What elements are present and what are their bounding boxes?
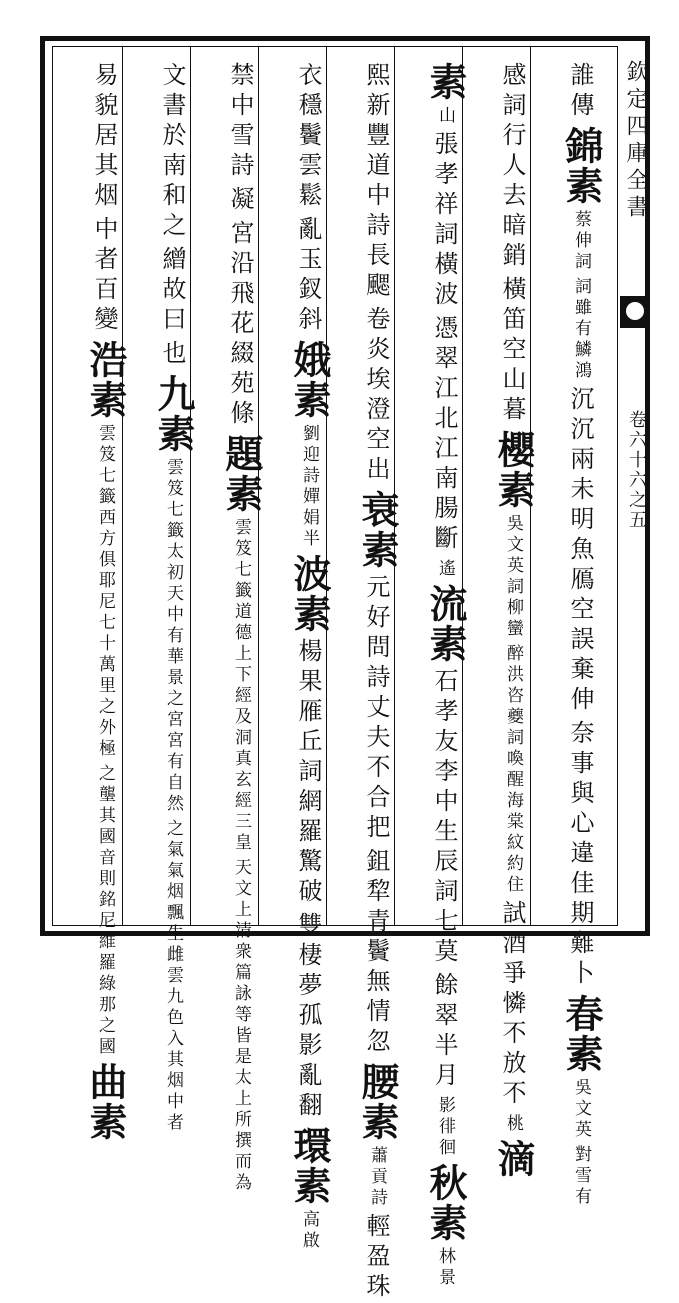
annotation-text: 吳文英詞柳蠻: [503, 514, 523, 640]
column-divider: [326, 46, 327, 926]
headword: 衰素: [355, 490, 400, 570]
column-text: 亂玉釵斜: [294, 216, 322, 336]
column-divider: [394, 46, 395, 926]
column-divider: [122, 46, 123, 926]
annotation-text: 影徘徊: [435, 1096, 455, 1159]
column-text: 石孝友李中生辰詞七莫: [430, 668, 458, 968]
column-text: 鉏犂青鬢無情忽: [362, 848, 390, 1058]
headword: 素: [423, 62, 468, 102]
column-text: 宮沿飛花綴苑條: [226, 220, 254, 430]
headword: 娥素: [287, 340, 332, 420]
headword: 錦素: [559, 126, 604, 206]
annotation-text: 桃: [503, 1114, 523, 1135]
column-text: 元好問詩丈夫不合把: [362, 574, 390, 844]
fish-tail-mark: [620, 296, 650, 328]
annotation-text: 天文上清衆篇詠等皆是太上所撰而為: [231, 858, 251, 1194]
annotation-text: 林景: [435, 1247, 455, 1289]
headword: 滴: [491, 1139, 536, 1179]
column-text: 熙新豐道中詩長颸: [362, 62, 390, 302]
volume-label: 卷六十六之五: [626, 410, 647, 530]
headword: 曲素: [83, 1062, 128, 1142]
column-text: 楊果雁丘詞網羅驚破: [294, 638, 322, 908]
headword: 腰素: [355, 1062, 400, 1142]
annotation-text: 吳文英: [571, 1078, 591, 1141]
book-title: 欽定四庫全書: [623, 60, 648, 222]
annotation-text: 對雪有: [571, 1145, 591, 1208]
headword: 浩素: [83, 340, 128, 420]
annotation-text: 之氣氣烟飄生雌雲九色入其烟中者: [163, 819, 183, 1134]
column-text: 文書於南和之: [158, 62, 186, 242]
annotation-text: 之壟其國音則銘尼維羅綠那之國: [95, 764, 115, 1058]
column-text: 雙棲夢孤影亂翻: [294, 912, 322, 1122]
headword: 秋素: [423, 1163, 468, 1243]
column-text: 繒故曰: [158, 246, 186, 336]
column-text: 凝: [226, 186, 254, 216]
column-text: 奈事與心違佳期難卜: [566, 720, 594, 990]
annotation-text: 醉洪咨夔詞喚醒海棠紋約住: [503, 644, 523, 896]
headword: 流素: [423, 584, 468, 664]
column-text: 張孝祥詞橫波: [430, 131, 458, 311]
annotation-text: 山: [435, 106, 455, 127]
column-text: 中者百變: [90, 216, 118, 336]
column-text: 橫笛空山暮: [498, 276, 526, 426]
column-text: 餘翠半月: [430, 972, 458, 1092]
headword: 九素: [151, 374, 196, 454]
headword: 題素: [219, 434, 264, 514]
column-text: 也: [158, 340, 186, 370]
column-text: 憑翠江北江南腸斷: [430, 315, 458, 555]
column-text: 誰傳: [566, 62, 594, 122]
column-text: 試酒爭憐不放不: [498, 900, 526, 1110]
column-text: 輕盈珠: [362, 1213, 390, 1303]
column-divider: [462, 46, 463, 926]
headword: 波素: [287, 554, 332, 634]
headword: 春素: [559, 994, 604, 1074]
headword: 環素: [287, 1126, 332, 1206]
column-divider: [190, 46, 191, 926]
annotation-text: 蕭貢詩: [367, 1146, 387, 1209]
column-text: 沉沉兩未明魚鴈空誤棄伸: [566, 386, 594, 716]
annotation-text: 高啟: [299, 1210, 319, 1252]
column-text: 易貌居其烟: [90, 62, 118, 212]
column-text: 衣穩鬢雲鬆: [294, 62, 322, 212]
column-text: 禁中雪詩: [226, 62, 254, 182]
annotation-text: 遙: [435, 559, 455, 580]
annotation-text: 劉迎詩嬋娟半: [299, 424, 319, 550]
annotation-text: 雲笈七籤西方俱耶尼七十萬里之外極: [95, 424, 115, 760]
column-text: 卷炎埃澄空出: [362, 306, 390, 486]
annotation-text: 雲笈七籤道德上下經及洞真玄經三皇: [231, 518, 251, 854]
annotation-text: 蔡伸詞: [571, 210, 591, 273]
headword: 櫻素: [491, 430, 536, 510]
column-text: 感詞行人去暗銷: [498, 62, 526, 272]
annotation-text: 詞雖有鱗鴻: [571, 277, 591, 382]
annotation-text: 雲笈七籤太初天中有華景之宮宮有自然: [163, 458, 183, 815]
